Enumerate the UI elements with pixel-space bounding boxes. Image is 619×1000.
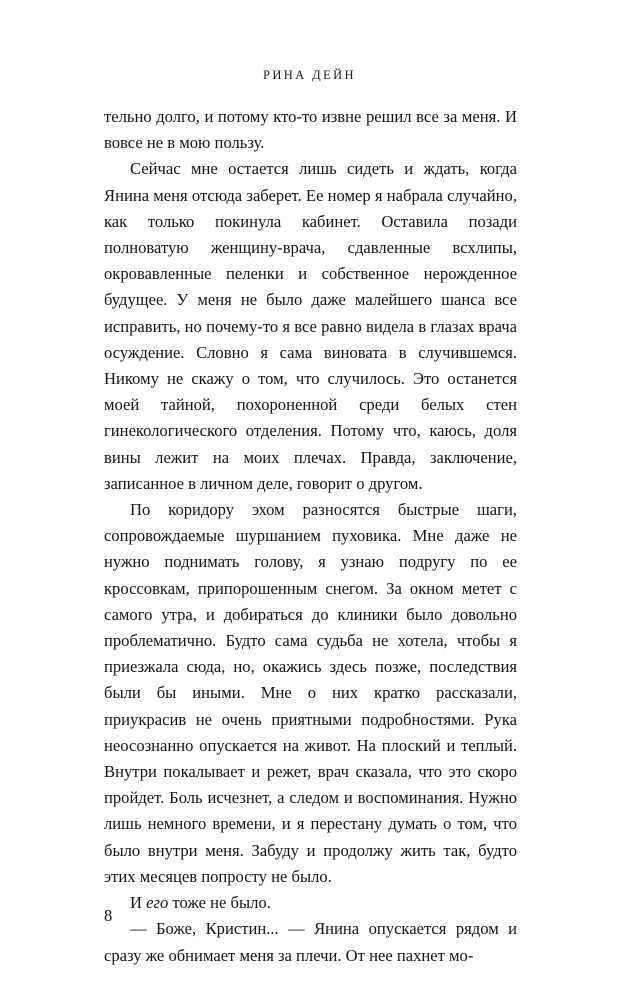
- paragraph: Сейчас мне остается лишь сидеть и ждать, когда Янина меня отсюда заберет. Ее номер я набрала случайно, как только покинула кабинет. Оставила позади полноватую женщину-врача, сдавленные всхлипы, окровавленные пеленки и собственное нерожденное будущее. У меня не было даже малейшего шанса все исправить, но почему-то я все равно видела в глазах врача осуждение. Словно я сама виновата в случившемся. Никому не скажу о том, что случилось. Это останется моей тайной, похороненной среди белых стен гинекологического отделения. Потому что, каюсь, доля вины лежит на моих плечах. Правда, заключение, записанное в личном деле, говорит о другом.: [104, 159, 517, 493]
- text-run: тоже не было.: [168, 893, 271, 913]
- body-text: [104, 104, 517, 969]
- emphasis-run: его: [146, 893, 169, 913]
- paragraph: — Боже, Кристин... — Янина опускается рядом и сразу же обнимает меня за плечи. От нее пахнет мо-: [104, 919, 517, 965]
- page-number: 8: [104, 906, 113, 925]
- running-head: РИНА ДЕЙН: [263, 68, 356, 82]
- paragraph-with-emphasis: [104, 890, 517, 916]
- paragraph: тельно долго, и потому кто-то извне решил все за меня. И вовсе не в мою пользу.: [104, 107, 517, 153]
- paragraph: По коридору эхом разносятся быстрые шаги, сопровождаемые шуршанием пуховика. Мне даже не нужно поднимать голову, я узнаю подругу по ее кроссовкам, припорошенным снегом. За окном метет с самого утра, и добираться до клиники было довольно проблематично. Будто сама судьба не хотела, чтобы я приезжала сюда, но, окажись здесь позже, последствия были бы иными. Мне о них кратко рассказали, приукрасив не очень приятными подробностями. Рука неосознанно опускается на живот. На плоский и теплый. Внутри покалывает и режет, врач сказала, что это скоро пройдет. Боль исчезнет, а следом и воспоминания. Нужно лишь немного времени, и я перестану думать о том, что было внутри меня. Забуду и продолжу жить так, будто этих месяцев попросту не было.: [104, 500, 517, 886]
- text-run: И: [130, 893, 147, 913]
